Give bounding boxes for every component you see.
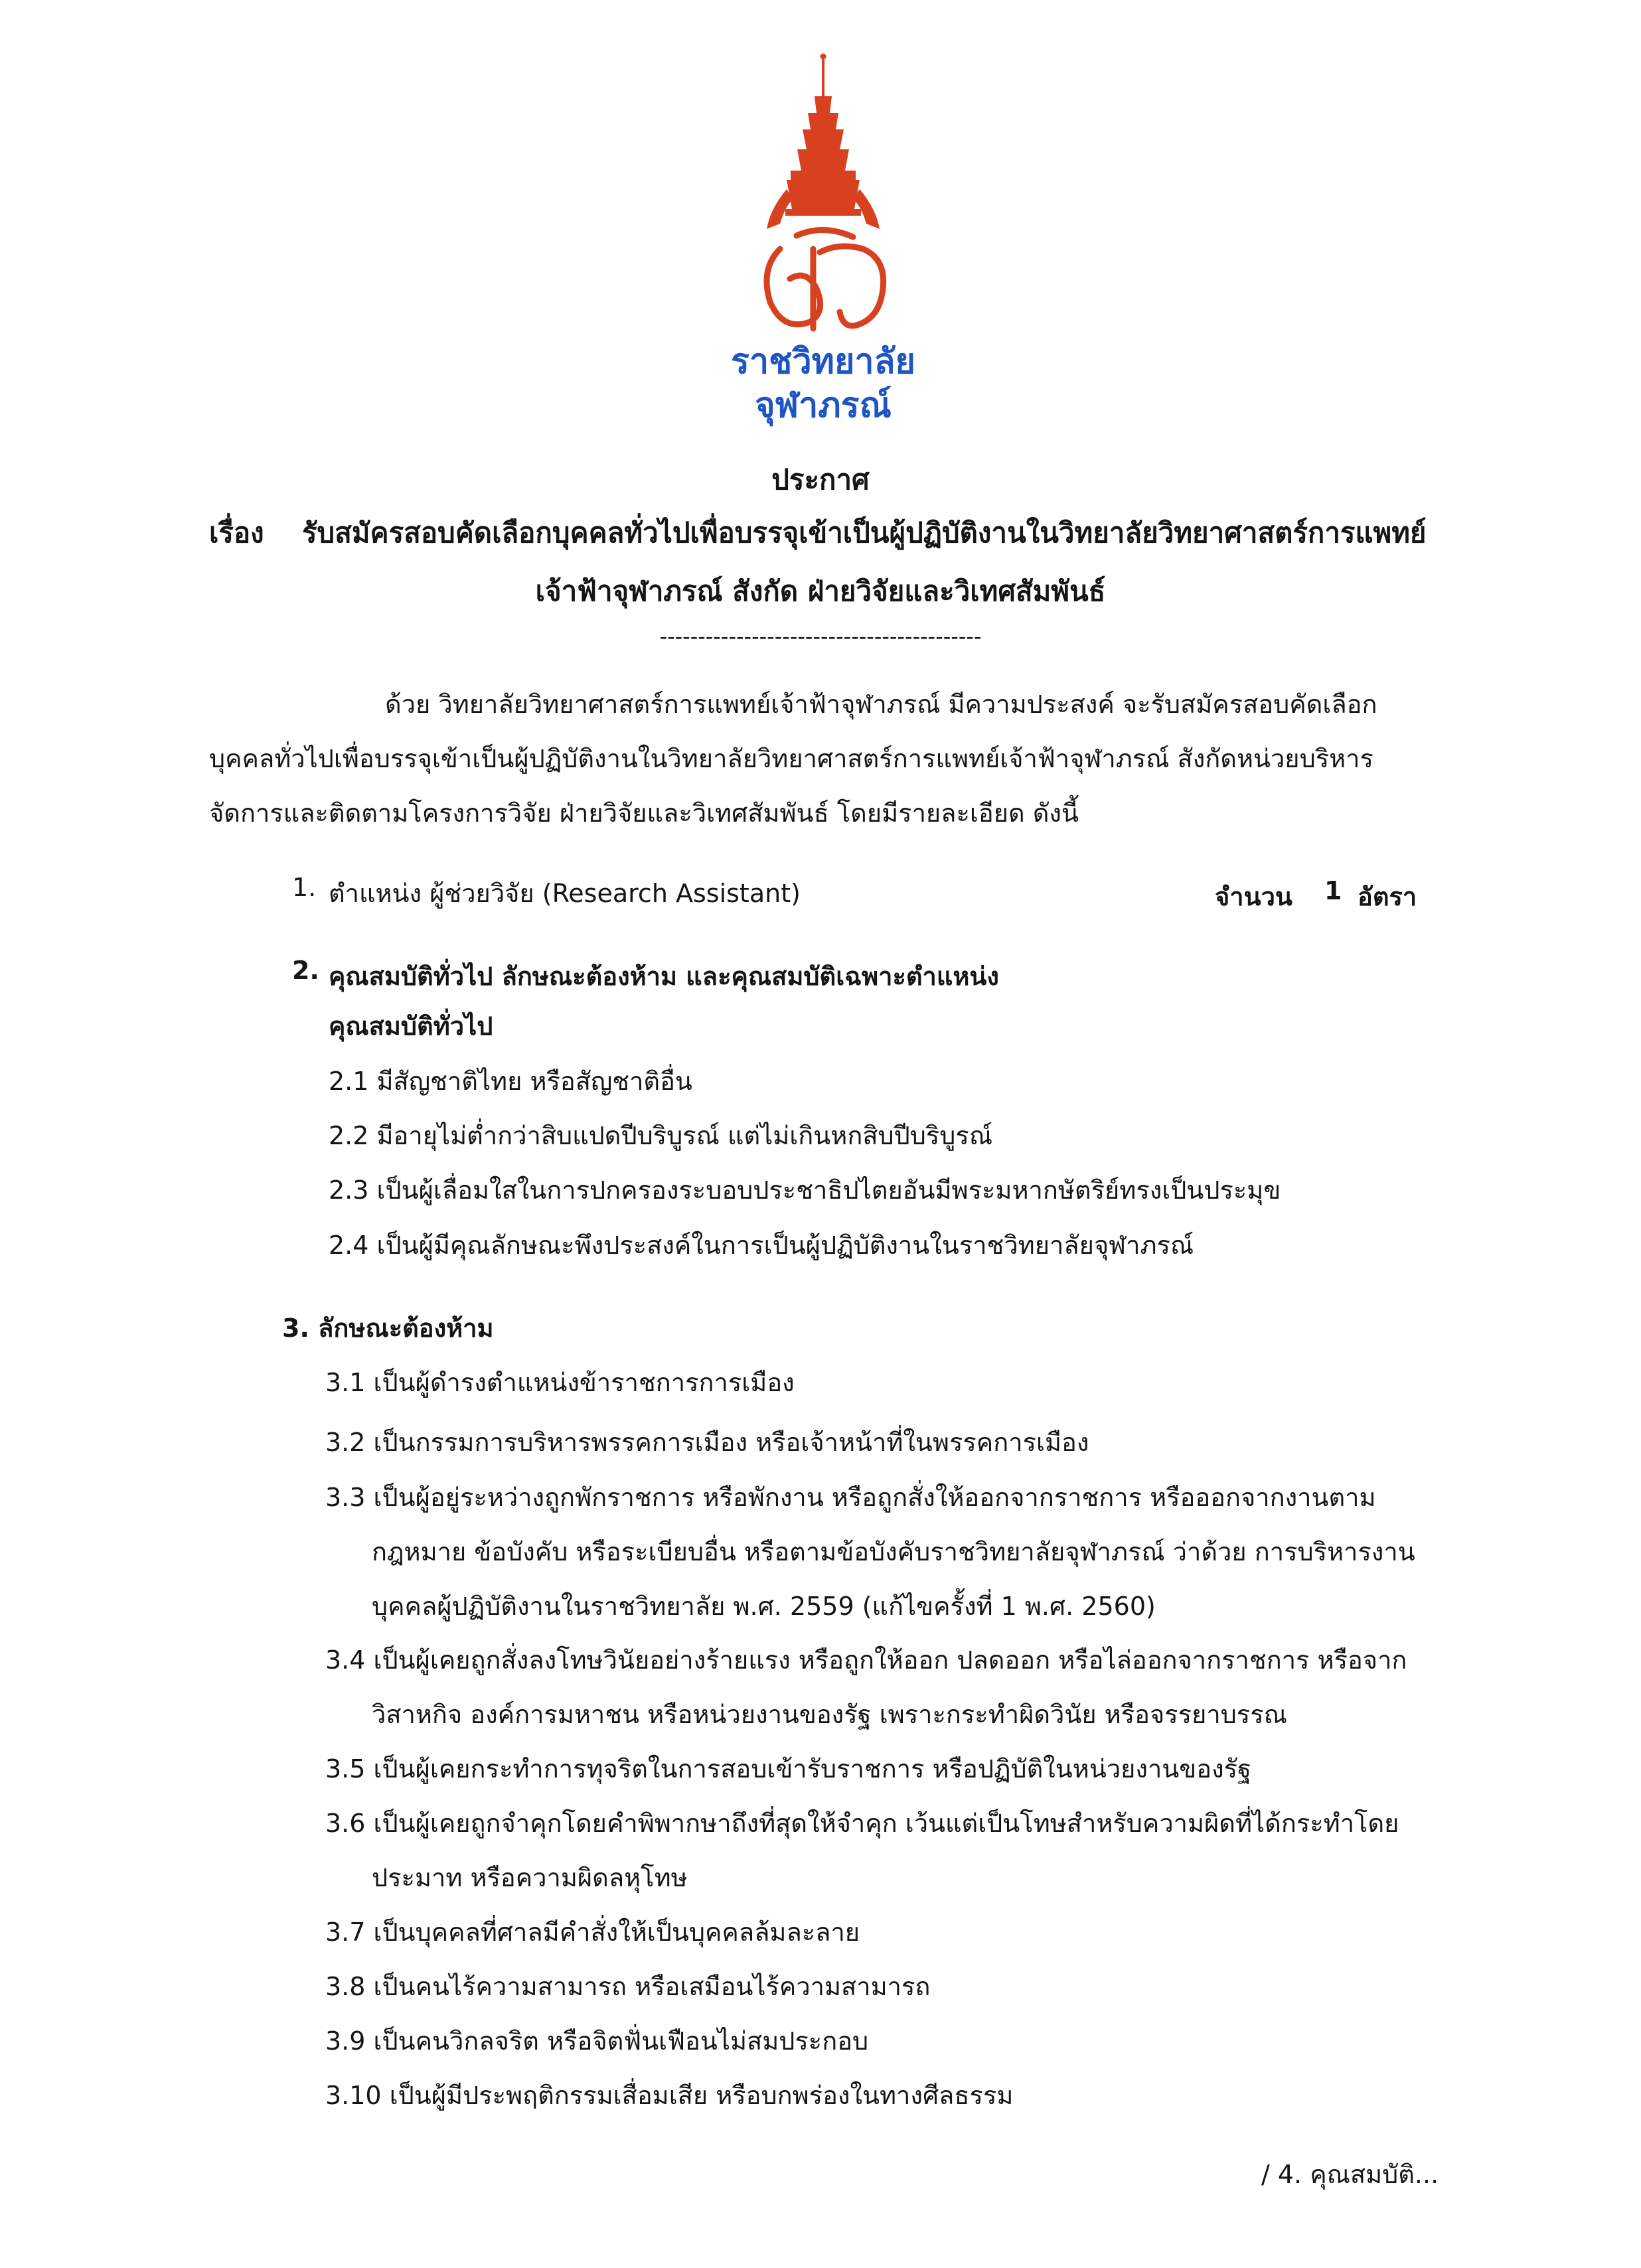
section3-item-continued: กฎหมาย ข้อบังคับ หรือระเบียบอื่น หรือตามข้อบังคับราชวิทยาลัยจุฬาภรณ์ ว่าด้วย การบริหารงาน (372, 1537, 1415, 1566)
intro-line-2: บุคคลทั่วไปเพื่อบรรจุเข้าเป็นผู้ปฏิบัติงานในวิทยาลัยวิทยาศาสตร์การแพทย์เจ้าฟ้าจุฬาภรณ์ สังกัดหน่วยบริหาร (209, 744, 1373, 773)
section3-item: 3.3 เป็นผู้อยู่ระหว่างถูกพักราชการ หรือพักงาน หรือถูกสั่งให้ออกจากราชการ หรือออกจากงานตาม (325, 1483, 1376, 1512)
section3-item: 3.1 เป็นผู้ดำรงตำแหน่งข้าราชการการเมือง (325, 1368, 795, 1397)
section3-item: 3.6 เป็นผู้เคยถูกจำคุกโดยคำพิพากษาถึงที่สุดให้จำคุก เว้นแต่เป็นโทษสำหรับความผิดที่ได้กระทำโดย (325, 1809, 1399, 1838)
subject-label: เรื่อง (209, 516, 264, 549)
separator: ------------------------------------------ (659, 624, 982, 649)
section2-subtitle: คุณสมบัติทั่วไป (329, 1012, 493, 1041)
section3-item: 3.4 เป็นผู้เคยถูกสั่งลงโทษวินัยอย่างร้ายแรง หรือถูกให้ออก ปลดออก หรือไล่ออกจากราชการ หรือจาก (325, 1645, 1407, 1675)
section2-title: คุณสมบัติทั่วไป ลักษณะต้องห้าม และคุณสมบัติเฉพาะตำแหน่ง (329, 962, 999, 991)
section2-item: 2.2 มีอายุไม่ต่ำกว่าสิบแปดปีบริบูรณ์ แต่ไม่เกินหกสิบปีบริบูรณ์ (329, 1121, 993, 1150)
position-unit: อัตรา (1358, 882, 1417, 911)
section3-item: 3.2 เป็นกรรมการบริหารพรรคการเมือง หรือเจ้าหน้าที่ในพรรคการเมือง (325, 1428, 1089, 1457)
section3-item-continued: วิสาหกิจ องค์การมหาชน หรือหน่วยงานของรัฐ เพราะกระทำผิดวินัย หรือจรรยาบรรณ (372, 1700, 1287, 1729)
section3-item: 3.10 เป็นผู้มีประพฤติกรรมเสื่อมเสีย หรือบกพร่องในทางศีลธรรม (325, 2081, 1014, 2110)
continuation-note: / 4. คุณสมบัติ... (1261, 2160, 1439, 2189)
section3-item-continued: ประมาท หรือความผิดลหุโทษ (372, 1863, 688, 1892)
section3-item: 3.7 เป็นบุคคลที่ศาลมีคำสั่งให้เป็นบุคคลล้มละลาย (325, 1918, 860, 1947)
section3-item-continued: บุคคลผู้ปฏิบัติงานในราชวิทยาลัย พ.ศ. 2559 (แก้ไขครั้งที่ 1 พ.ศ. 2560) (372, 1592, 1156, 1621)
section3-item: 3.5 เป็นผู้เคยกระทำการทุจริตในการสอบเข้ารับราชการ หรือปฏิบัติในหน่วยงานของรัฐ (325, 1754, 1252, 1783)
section2-item: 2.3 เป็นผู้เลื่อมใสในการปกครองระบอบประชาธิปไตยอันมีพระมหากษัตริย์ทรงเป็นประมุข (329, 1175, 1281, 1205)
college-emblem (734, 50, 913, 348)
section2-item: 2.4 เป็นผู้มีคุณลักษณะพึงประสงค์ในการเป็นผู้ปฏิบัติงานในราชวิทยาลัยจุฬาภรณ์ (329, 1231, 1194, 1260)
subject-line-2: เจ้าฟ้าจุฬาภรณ์ สังกัด ฝ่ายวิจัยและวิเทศสัมพันธ์ (535, 575, 1106, 607)
position-count-label: จำนวน (1215, 882, 1292, 911)
section3-title: 3. ลักษณะต้องห้าม (282, 1314, 494, 1343)
announcement-heading: ประกาศ (771, 463, 870, 496)
position-label: ตำแหน่ง ผู้ช่วยวิจัย (Research Assistant) (329, 879, 801, 908)
intro-line-3: จัดการและติดตามโครงการวิจัย ฝ่ายวิจัยและวิเทศสัมพันธ์ โดยมีรายละเอียด ดังนี้ (209, 798, 1079, 828)
subject-line-1: รับสมัครสอบคัดเลือกบุคคลทั่วไปเพื่อบรรจุเข้าเป็นผู้ปฏิบัติงานในวิทยาลัยวิทยาศาสตร์การแพทย์ (302, 516, 1427, 549)
section2-item: 2.1 มีสัญชาติไทย หรือสัญชาติอื่น (329, 1067, 692, 1096)
institution-name-line2: จุฬาภรณ์ (755, 386, 892, 425)
section3-item: 3.9 เป็นคนวิกลจริต หรือจิตฟั่นเฟือนไม่สมประกอบ (325, 2026, 869, 2056)
position-number: 1. (292, 873, 317, 902)
section3-item: 3.8 เป็นคนไร้ความสามารถ หรือเสมือนไร้ความสามารถ (325, 1972, 931, 2001)
intro-line-1: ด้วย วิทยาลัยวิทยาศาสตร์การแพทย์เจ้าฟ้าจุฬาภรณ์ มีความประสงค์ จะรับสมัครสอบคัดเลือก (385, 690, 1377, 719)
institution-name-line1: ราชวิทยาลัย (731, 342, 915, 382)
section2-number: 2. (292, 956, 319, 985)
position-count: 1 (1324, 876, 1342, 905)
